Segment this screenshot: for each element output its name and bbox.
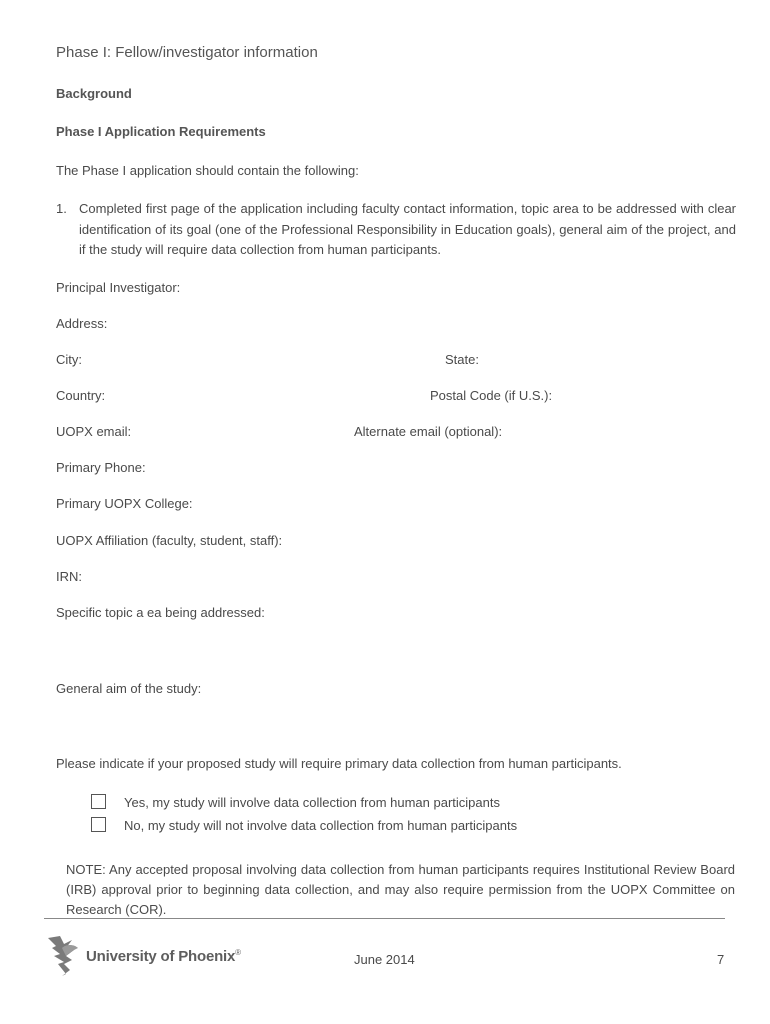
logo-wordmark (86, 948, 241, 966)
country-label: Country: (56, 388, 106, 403)
background-heading: Background (56, 86, 132, 101)
requirements-heading: Phase I Application Requirements (56, 124, 266, 139)
page-number: 7 (717, 952, 725, 967)
list-item-text: Completed first page of the application including faculty contact information, topic area to be addressed with clear identification of its goal (one of the Professional Responsibility in Education goals), general aim of the project, and if the study will require data collection from human participants. (79, 201, 736, 257)
yes-checkbox[interactable] (91, 794, 106, 809)
phoenix-logo-icon (44, 934, 84, 978)
footer-divider (44, 918, 725, 919)
city-label: City: (56, 352, 82, 367)
page-title: Phase I: Fellow/investigator information (56, 44, 318, 61)
primary-phone-label: Primary Phone: (56, 460, 146, 475)
no-option-label: No, my study will not involve data collection from human participants (124, 818, 518, 833)
postal-code-label: Postal Code (if U.S.): (430, 388, 553, 403)
general-aim-label: General aim of the study: (56, 681, 202, 696)
address-label: Address: (56, 316, 108, 331)
logo-text: University of Phoenix (86, 948, 236, 965)
footer-date: June 2014 (354, 952, 415, 967)
note-text: NOTE: Any accepted proposal involving data collection from human participants requires Institutional Review Board (IRB) approval prior to beginning data collection, and may also require permission from the UOPX Committee on Research (COR). (66, 862, 735, 917)
uopx-email-label: UOPX email: (56, 424, 132, 439)
alternate-email-label: Alternate email (optional): (354, 424, 503, 439)
intro-text: The Phase I application should contain the following: (56, 163, 359, 178)
primary-college-label: Primary UOPX College: (56, 496, 193, 511)
irn-label: IRN: (56, 569, 82, 584)
principal-investigator-label: Principal Investigator: (56, 280, 181, 295)
registered-mark: ® (235, 948, 242, 957)
state-label: State: (445, 352, 479, 367)
affiliation-label: UOPX Affiliation (faculty, student, staff): (56, 533, 283, 548)
data-collection-question: Please indicate if your proposed study will require primary data collection from human participants. (56, 756, 622, 771)
yes-option-label: Yes, my study will involve data collection from human participants (124, 795, 500, 810)
no-checkbox[interactable] (91, 817, 106, 832)
list-item-number: 1. (56, 201, 67, 216)
specific-topic-label: Specific topic a ea being addressed: (56, 605, 265, 620)
